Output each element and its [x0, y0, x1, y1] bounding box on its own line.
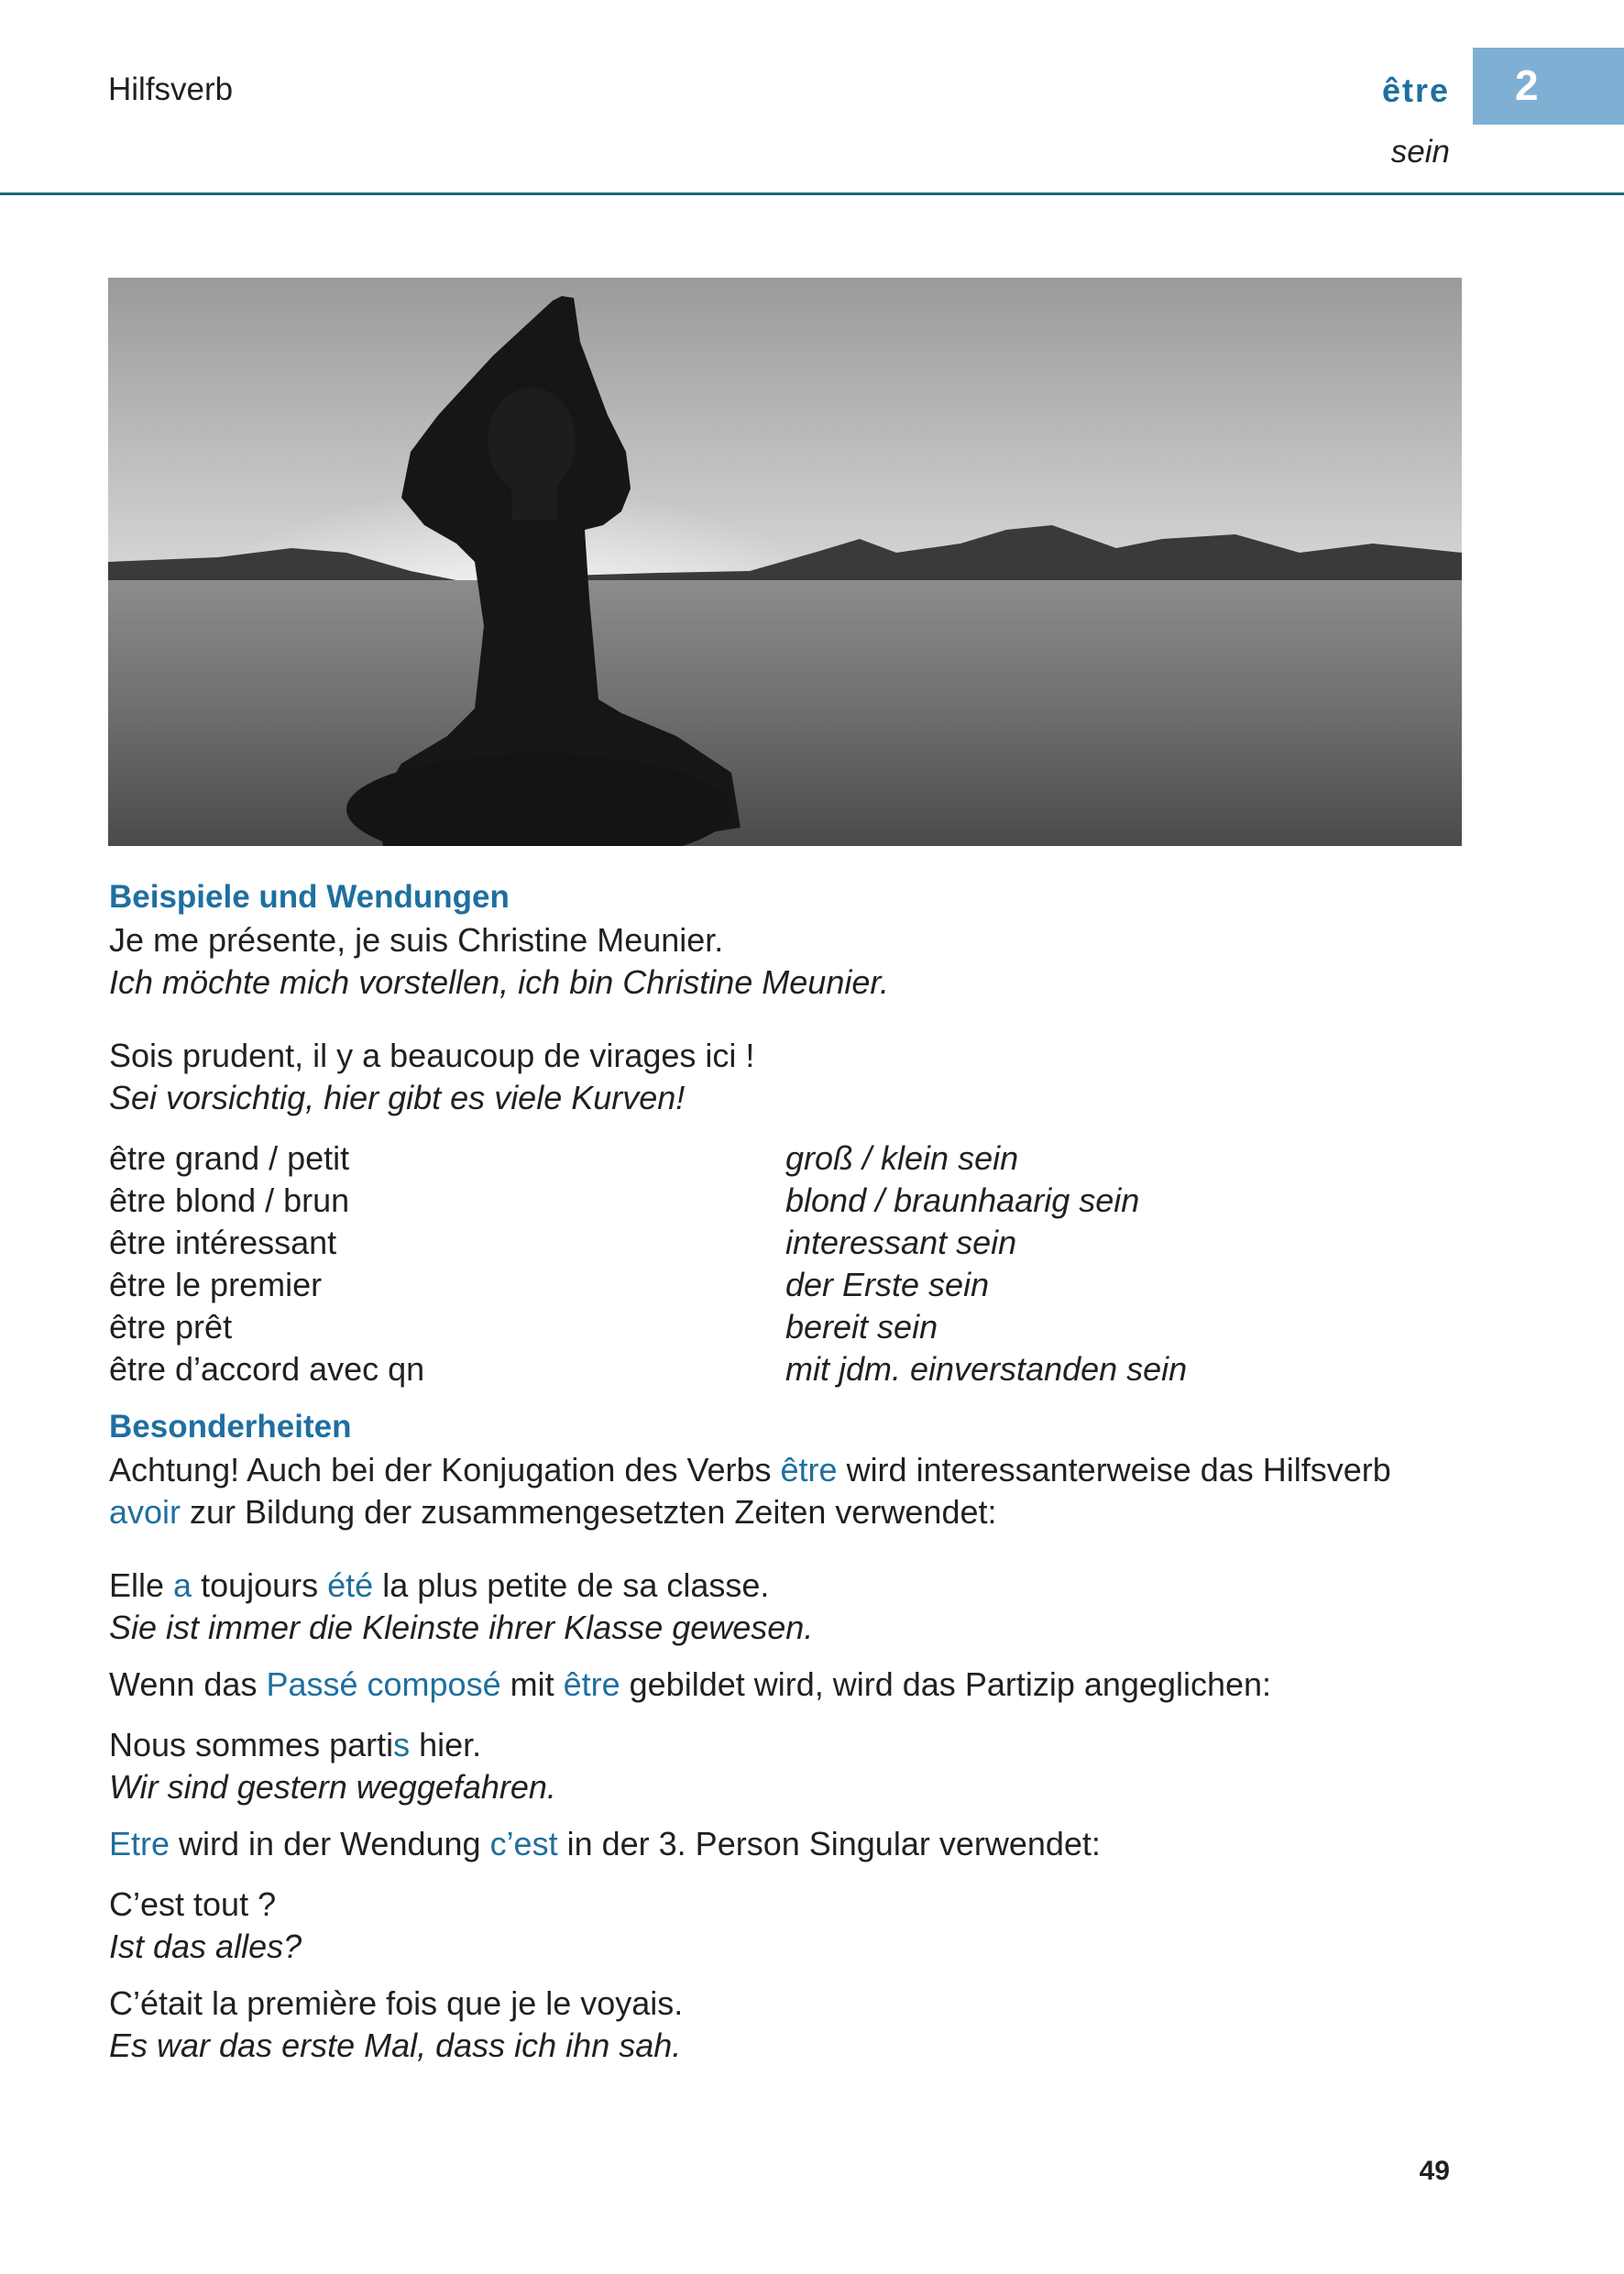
text-segment: Nous sommes parti: [109, 1726, 394, 1763]
verb-title: être: [1381, 71, 1450, 109]
examples-heading: Beispiele und Wendungen: [109, 879, 510, 915]
photo-illustration: [108, 278, 1462, 846]
rule-text: [109, 1823, 1465, 1865]
keyword: être: [780, 1451, 838, 1489]
sentence-de: Sei vorsichtig, hier gibt es viele Kurven!: [109, 1079, 686, 1116]
text-segment: Elle: [109, 1566, 174, 1604]
example-de: Es war das erste Mal, dass ich ihn sah.: [109, 2027, 682, 2064]
phrase-de: blond / braunhaarig sein: [785, 1181, 1140, 1219]
text-segment: zur Bildung der zusammengesetzten Zeiten verwendet:: [181, 1493, 997, 1531]
example-fr: C’est tout ?: [109, 1885, 277, 1923]
example-fr: [109, 1724, 1465, 1766]
page-number: 49: [1419, 2156, 1450, 2186]
sentence-de: Ich möchte mich vorstellen, ich bin Christine Meunier.: [109, 963, 890, 1001]
phrase-fr: être blond / brun: [109, 1181, 350, 1219]
text-segment: wird in der Wendung: [170, 1825, 490, 1862]
phrase-de: groß / klein sein: [785, 1139, 1019, 1177]
keyword: c’est: [489, 1825, 558, 1862]
sentence-fr: Sois prudent, il y a beaucoup de virages ici !: [109, 1037, 755, 1074]
meditation-photo: [108, 278, 1462, 846]
special-intro: [109, 1449, 1465, 1533]
keyword: être: [563, 1665, 620, 1703]
section-label: Hilfsverb: [108, 71, 234, 107]
phrase-list: [109, 1137, 1465, 1390]
phrase-fr: être grand / petit: [109, 1139, 350, 1177]
text-segment: wird interessanterweise das Hilfsverb: [837, 1451, 1391, 1489]
text-segment: Achtung! Auch bei der Konjugation des Verbs: [109, 1451, 781, 1489]
example-de: Ist das alles?: [109, 1928, 302, 1965]
text-segment: mit: [500, 1665, 564, 1703]
example-de: Wir sind gestern weggefahren.: [109, 1768, 556, 1806]
keyword: Etre: [109, 1825, 170, 1862]
phrase-fr: être prêt: [109, 1308, 233, 1346]
phrase-fr: être le premier: [109, 1266, 323, 1303]
keyword: s: [393, 1726, 411, 1763]
text-segment: hier.: [410, 1726, 482, 1763]
phrase-fr: être intéressant: [109, 1224, 337, 1261]
text-segment: toujours: [192, 1566, 328, 1604]
keyword: été: [327, 1566, 374, 1604]
phrase-row: [109, 1348, 1465, 1390]
example-fr: C’était la première fois que je le voyais.: [109, 1984, 684, 2022]
text-segment: la plus petite de sa classe.: [373, 1566, 770, 1604]
special-heading: Besonderheiten: [109, 1409, 352, 1445]
text-segment: in der 3. Person Singular verwendet:: [557, 1825, 1101, 1862]
phrase-row: [109, 1137, 1465, 1180]
phrase-de: interessant sein: [785, 1224, 1017, 1261]
example-fr: [109, 1565, 1465, 1607]
text-segment: Wenn das: [109, 1665, 267, 1703]
phrase-fr: être d’accord avec qn: [109, 1350, 425, 1388]
phrase-row: [109, 1222, 1465, 1264]
phrase-row: [109, 1306, 1465, 1348]
phrase-row: [109, 1264, 1465, 1306]
header-rule: [0, 192, 1624, 195]
page-content: [109, 875, 1465, 2067]
phrase-row: [109, 1180, 1465, 1222]
sentence-fr: Je me présente, je suis Christine Meunier.: [109, 921, 724, 959]
keyword: a: [173, 1566, 192, 1604]
text-segment: gebildet wird, wird das Partizip angeglichen:: [620, 1665, 1272, 1703]
verb-translation: sein: [1390, 134, 1450, 170]
rule-text: [109, 1664, 1465, 1706]
phrase-de: bereit sein: [785, 1308, 938, 1346]
keyword: Passé composé: [266, 1665, 501, 1703]
phrase-de: mit jdm. einverstanden sein: [785, 1350, 1188, 1388]
phrase-de: der Erste sein: [785, 1266, 990, 1303]
keyword: avoir: [109, 1493, 181, 1531]
example-de: Sie ist immer die Kleinste ihrer Klasse gewesen.: [109, 1609, 814, 1646]
chapter-number: 2: [1515, 61, 1539, 109]
chapter-tab: [1473, 48, 1624, 125]
